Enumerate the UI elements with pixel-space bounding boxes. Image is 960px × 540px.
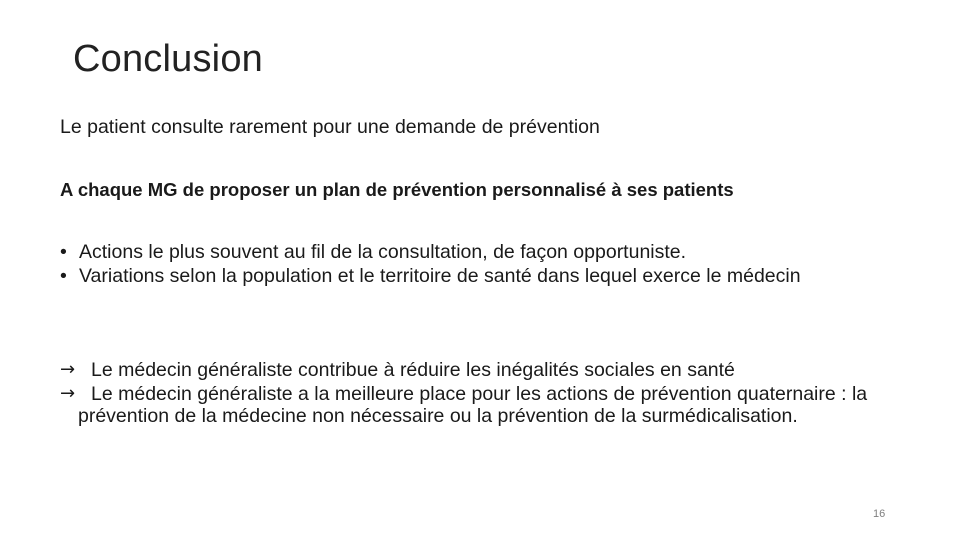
arrow-item xyxy=(60,383,890,427)
bullet-text: Variations selon la population et le territoire de santé dans lequel exerce le médecin xyxy=(79,265,801,287)
bullet-item xyxy=(60,265,879,287)
arrow-text: Le médecin généraliste contribue à réduire les inégalités sociales en santé xyxy=(91,359,735,381)
arrow-right-icon: → xyxy=(60,359,76,380)
bullet-item xyxy=(60,241,920,263)
page-number: 16 xyxy=(873,508,886,520)
bullet-icon: • xyxy=(60,265,67,287)
bullet-icon: • xyxy=(60,241,67,263)
arrow-right-icon: → xyxy=(60,383,76,404)
statement-patient: Le patient consulte rarement pour une demande de prévention xyxy=(60,116,600,138)
slide-title: Conclusion xyxy=(73,38,263,80)
arrow-list xyxy=(60,359,890,429)
arrow-item xyxy=(60,359,890,381)
bullet-list xyxy=(60,241,920,289)
bullet-text: Actions le plus souvent au fil de la consultation, de façon opportuniste. xyxy=(79,241,687,263)
arrow-text: Le médecin généraliste a la meilleure place pour les actions de prévention quaternaire : la prévention de la médecine non nécessaire ou la prévention de la surmédicalisation. xyxy=(78,383,868,427)
statement-mg: A chaque MG de proposer un plan de prévention personnalisé à ses patients xyxy=(60,179,734,200)
